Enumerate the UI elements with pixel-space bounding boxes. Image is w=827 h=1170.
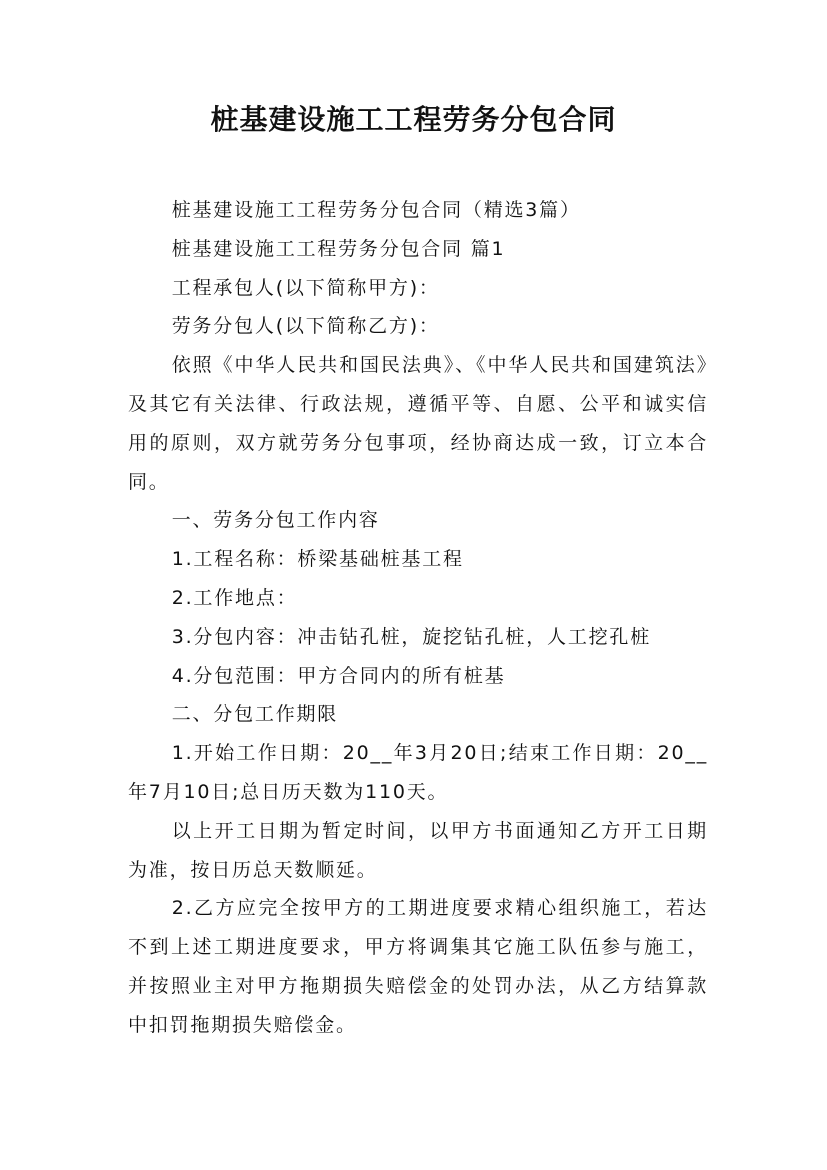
paragraph-party-b: 劳务分包人(以下简称乙方)： — [171, 315, 440, 338]
paragraph-project-name: 1.工程名称：桥梁基础桩基工程 — [171, 548, 464, 571]
document-body — [128, 191, 708, 1045]
paragraph-work-location: 2.工作地点： — [171, 586, 298, 609]
paragraph-schedule-requirement: 2.乙方应完全按甲方的工期进度要求精心组织施工，若达不到上述工期进度要求，甲方将调集其它施工队伍参与施工，并按照业主对甲方拖期损失赔偿金的处罚办法，从乙方结算款中扣罚拖期损失赔偿金。 — [128, 897, 708, 1036]
paragraph-contract-1-heading: 桩基建设施工工程劳务分包合同 篇1 — [171, 237, 506, 260]
document-title: 桩基建设施工工程劳务分包合同 — [210, 103, 617, 136]
paragraph-subcontract-content: 3.分包内容：冲击钻孔桩，旋挖钻孔桩，人工挖孔桩 — [171, 625, 652, 648]
paragraph-work-dates: 1.开始工作日期：20__年3月20日;结束工作日期：20__年7月10日;总日历天数为110天。 — [128, 742, 708, 803]
paragraph-contract-collection-heading: 桩基建设施工工程劳务分包合同（精选3篇） — [171, 199, 581, 221]
section-heading-work-content: 一、劳务分包工作内容 — [171, 509, 380, 532]
paragraph-start-date-note: 以上开工日期为暂定时间，以甲方书面通知乙方开工日期为准，按日历总天数顺延。 — [128, 819, 708, 881]
section-heading-work-period: 二、分包工作期限 — [171, 703, 339, 726]
paragraph-subcontract-scope: 4.分包范围：甲方合同内的所有桩基 — [171, 664, 506, 687]
paragraph-party-a: 工程承包人(以下简称甲方)： — [171, 276, 440, 299]
paragraph-legal-basis: 依照《中华人民共和国民法典》、《中华人民共和国建筑法》及其它有关法律、行政法规，遵循平等、自愿、公平和诚实信用的原则，双方就劳务分包事项，经协商达成一致，订立本合同。 — [128, 354, 708, 493]
